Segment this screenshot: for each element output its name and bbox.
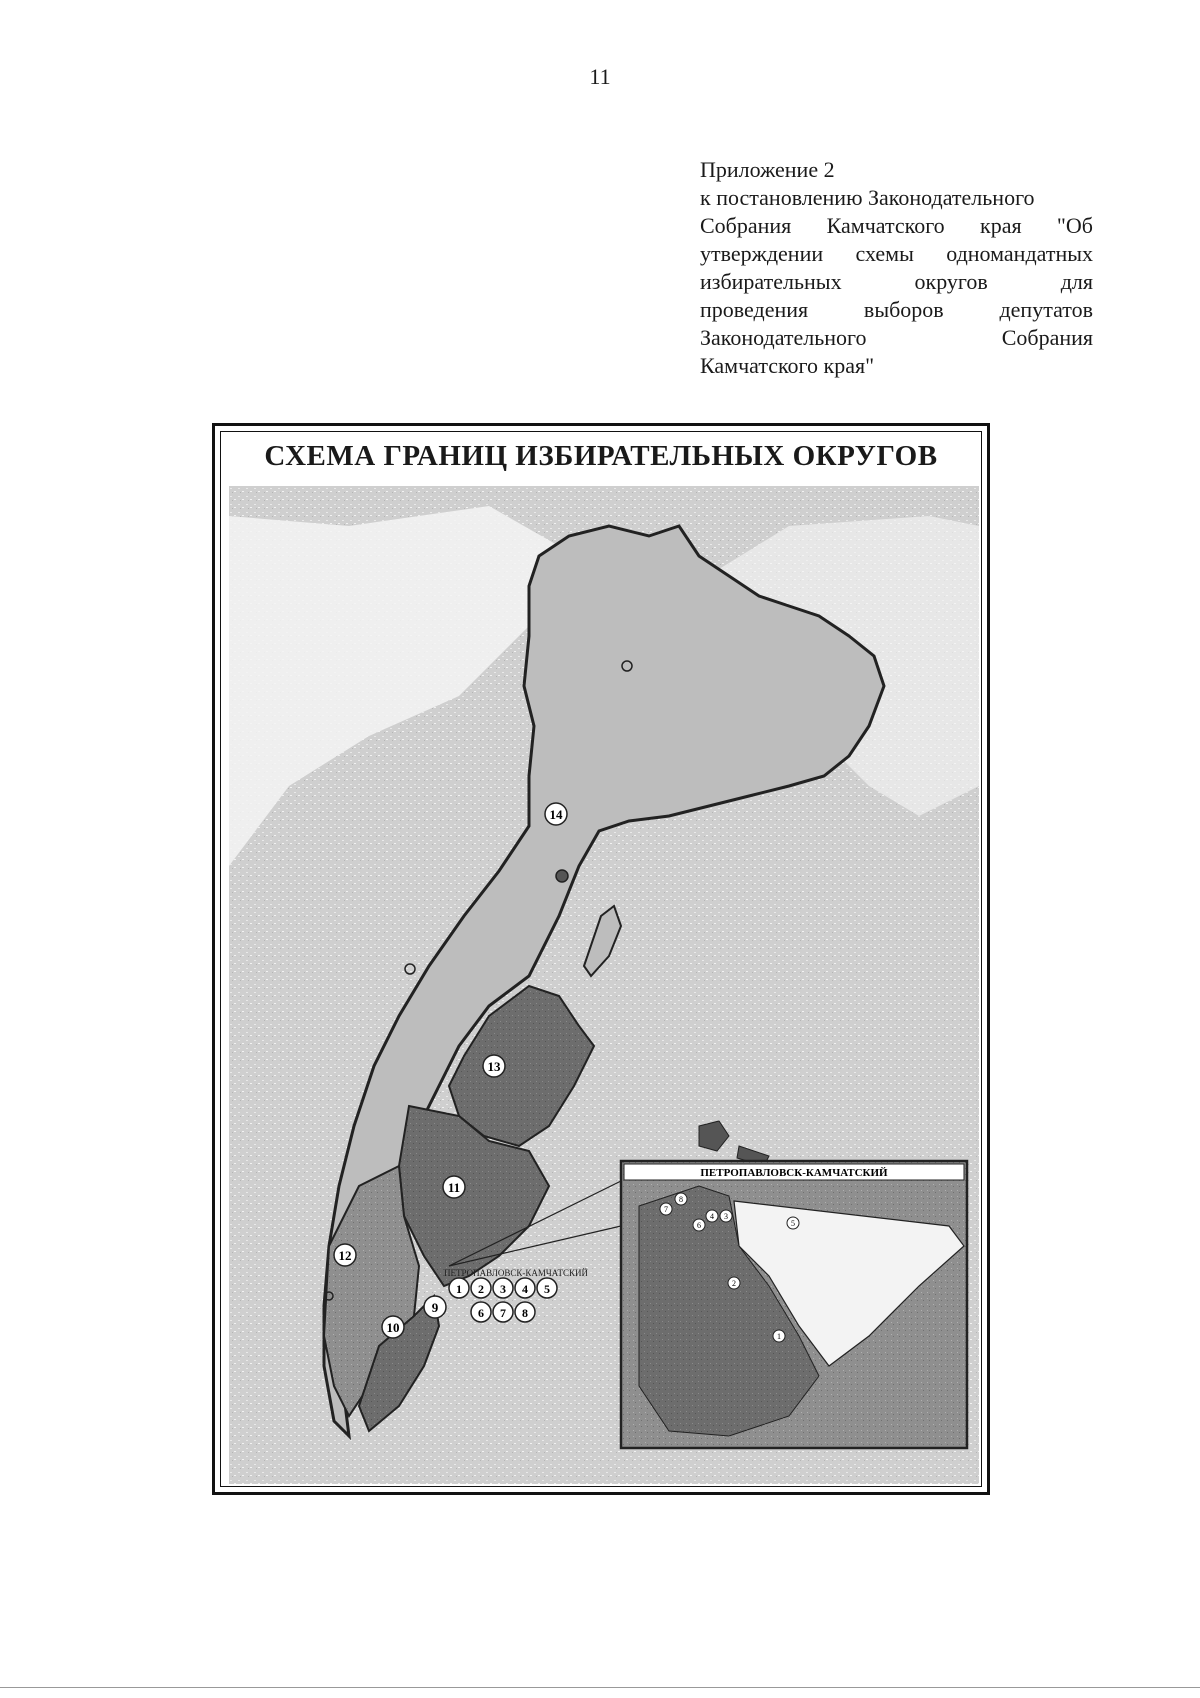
- district-circle-11: [443, 1176, 465, 1198]
- inset-number: 2: [732, 1279, 736, 1288]
- district-number: 8: [522, 1306, 528, 1320]
- inset-number: 5: [791, 1219, 795, 1228]
- district-number: 3: [500, 1282, 506, 1296]
- inset-number: 8: [679, 1195, 683, 1204]
- settlement-marker: [556, 870, 568, 882]
- district-circle-13: [483, 1055, 505, 1077]
- appendix-line: утверждении схемы одномандатных: [700, 241, 1093, 266]
- district-number: 1: [456, 1282, 462, 1296]
- district-circle-9: [424, 1296, 446, 1318]
- district-number: 10: [386, 1320, 400, 1335]
- city-district-row-1: [449, 1278, 557, 1298]
- district-number: 5: [544, 1282, 550, 1296]
- inset-number: 3: [724, 1212, 728, 1221]
- appendix-line: избирательных округов для: [700, 269, 1093, 294]
- appendix-line: к постановлению Законодательного: [700, 185, 1035, 210]
- district-number: 14: [549, 807, 563, 822]
- inset-number: 1: [777, 1332, 781, 1341]
- district-number: 4: [522, 1282, 528, 1296]
- scan-edge-line: [0, 1687, 1200, 1688]
- district-circle-10: [382, 1316, 404, 1338]
- district-number: 7: [500, 1306, 506, 1320]
- district-number: 13: [487, 1059, 501, 1074]
- district-number: 12: [338, 1248, 352, 1263]
- district-number: 9: [431, 1300, 439, 1315]
- appendix-line: Законодательного Собрания: [700, 325, 1093, 350]
- city-label: ПЕТРОПАВЛОВСК-КАМЧАТСКИЙ: [444, 1268, 588, 1278]
- appendix-note: [700, 156, 1093, 380]
- appendix-line: Приложение 2: [700, 157, 835, 182]
- inset-map: [621, 1161, 967, 1448]
- district-circle-14: [545, 803, 567, 825]
- inset-number: 7: [664, 1205, 668, 1214]
- map-frame: [212, 423, 990, 1495]
- district-number: 2: [478, 1282, 484, 1296]
- page-number: 11: [589, 64, 611, 89]
- inset-number: 6: [697, 1221, 701, 1230]
- district-number: 6: [478, 1306, 484, 1320]
- district-circle-12: [334, 1244, 356, 1266]
- district-number: 11: [447, 1180, 461, 1195]
- district-map: [229, 486, 979, 1484]
- city-district-row-2: [471, 1302, 535, 1322]
- appendix-line: Камчатского края": [700, 353, 875, 378]
- appendix-line: проведения выборов депутатов: [700, 297, 1093, 322]
- inset-number: 4: [710, 1212, 714, 1221]
- map-title: СХЕМА ГРАНИЦ ИЗБИРАТЕЛЬНЫХ ОКРУГОВ: [264, 440, 938, 472]
- appendix-line: Собрания Камчатского края "Об: [700, 213, 1093, 238]
- inset-title: ПЕТРОПАВЛОВСК-КАМЧАТСКИЙ: [700, 1167, 888, 1179]
